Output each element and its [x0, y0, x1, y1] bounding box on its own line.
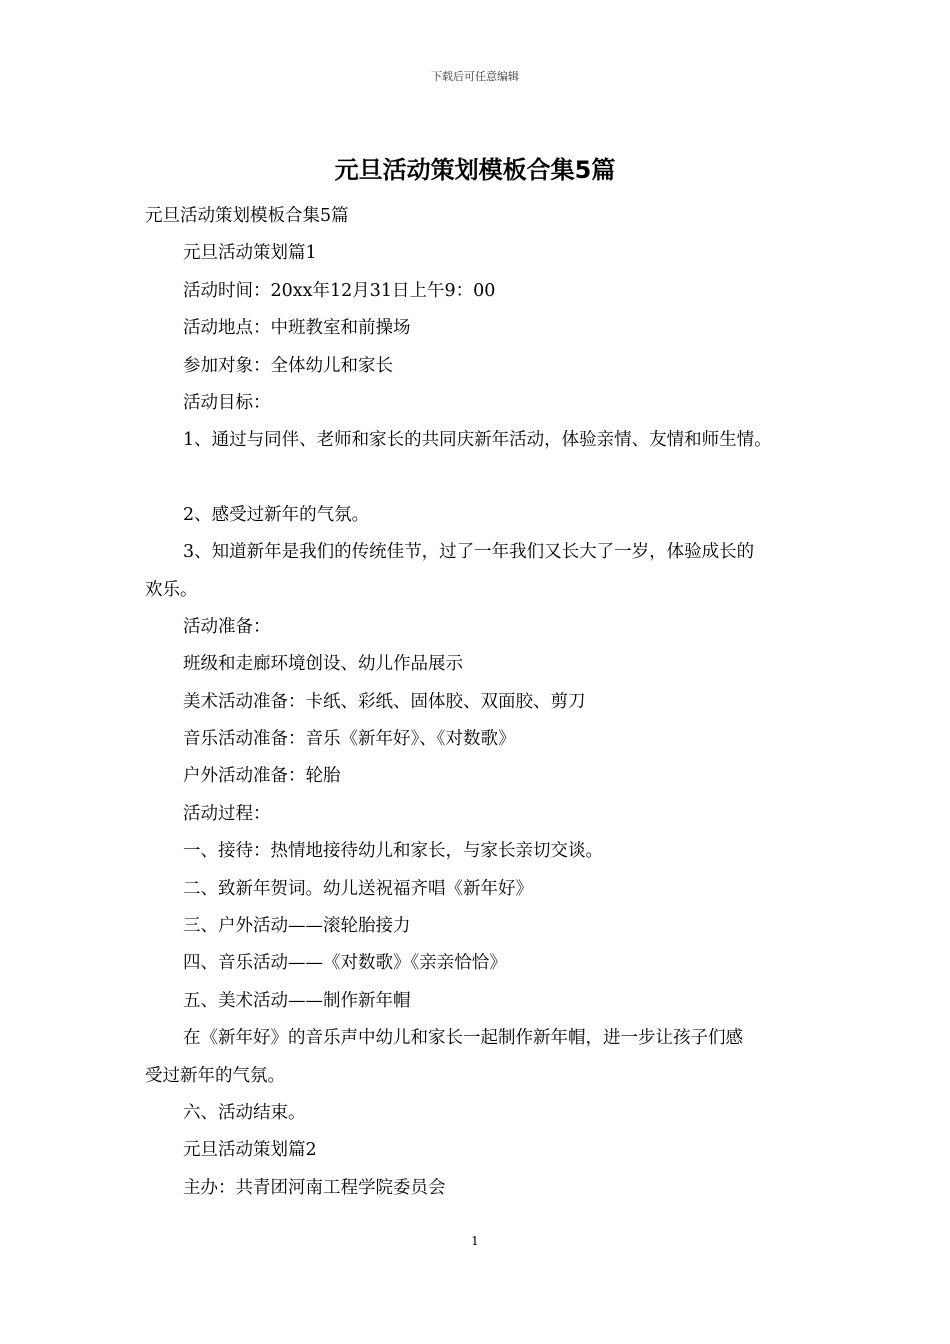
organizer: 主办：共青团河南工程学院委员会 — [183, 1177, 446, 1198]
process-step-4: 四、音乐活动——《对数歌》《亲亲恰恰》 — [183, 953, 507, 974]
process-step-5-detail: 在《新年好》的音乐声中幼儿和家长一起制作新年帽，进一步让孩子们感 — [183, 1028, 743, 1049]
process-step-5: 五、美术活动——制作新年帽 — [183, 990, 411, 1011]
document-title: 元旦活动策划模板合集5篇 — [334, 156, 616, 184]
preparation-outdoor: 户外活动准备：轮胎 — [183, 766, 341, 787]
process-heading: 活动过程： — [183, 803, 271, 824]
goal-3-continued: 欢乐。 — [145, 579, 198, 600]
process-step-2: 二、致新年贺词。幼儿送祝福齐唱《新年好》 — [183, 878, 533, 899]
preparation-music: 音乐活动准备：音乐《新年好》、《对数歌》 — [183, 729, 516, 750]
document-body — [145, 198, 825, 1207]
page-number: 1 — [471, 1234, 479, 1248]
goal-1: 1、通过与同伴、老师和家长的共同庆新年活动，体验亲情、友情和师生情。 — [183, 430, 772, 451]
participants: 参加对象：全体幼儿和家长 — [183, 355, 393, 376]
header-note: 下载后可任意编辑 — [431, 70, 519, 83]
process-step-3: 三、户外活动——滚轮胎接力 — [183, 916, 411, 937]
activity-location: 活动地点：中班教室和前操场 — [183, 318, 411, 339]
activity-time: 活动时间：20xx年12月31日上午9：00 — [183, 280, 496, 301]
preparation-art: 美术活动准备：卡纸、彩纸、固体胶、双面胶、剪刀 — [183, 691, 586, 712]
goals-heading: 活动目标： — [183, 392, 271, 413]
process-step-1: 一、接待：热情地接待幼儿和家长，与家长亲切交谈。 — [183, 841, 603, 862]
goal-3: 3、知道新年是我们的传统佳节，过了一年我们又长大了一岁，体验成长的 — [183, 542, 755, 563]
paragraph-subtitle: 元旦活动策划模板合集5篇 — [145, 206, 349, 226]
blank-line — [145, 460, 825, 497]
preparation-environment: 班级和走廊环境创设、幼儿作品展示 — [183, 654, 463, 675]
goal-2: 2、感受过新年的气氛。 — [183, 504, 370, 525]
preparation-heading: 活动准备： — [183, 616, 271, 637]
process-step-6: 六、活动结束。 — [183, 1102, 306, 1123]
process-step-5-detail-continued: 受过新年的气氛。 — [145, 1065, 285, 1086]
section-heading-2: 元旦活动策划篇2 — [183, 1140, 317, 1161]
section-heading-1: 元旦活动策划篇1 — [183, 243, 317, 264]
